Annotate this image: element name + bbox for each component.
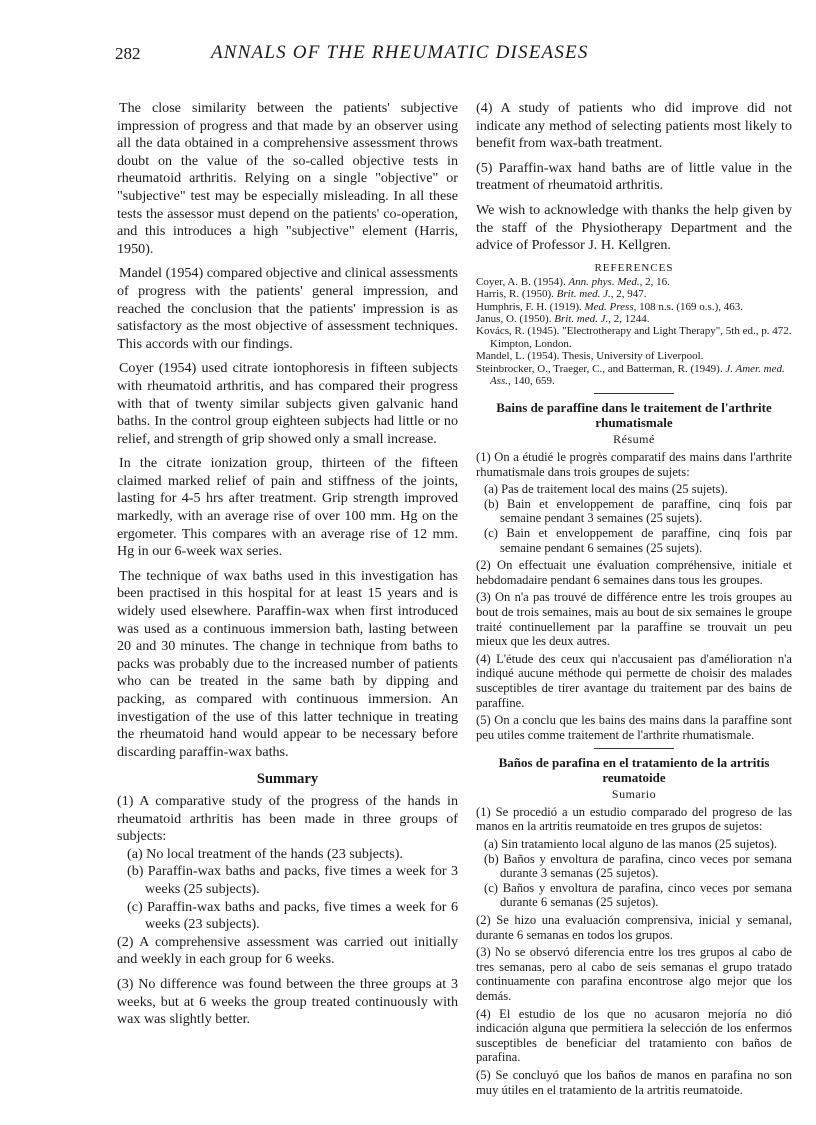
french-summary <box>476 400 792 742</box>
french-subitem: (c) Bain et enveloppement de paraffine, cinq fois par semaine pendant 6 semaines (25 sujets). <box>484 525 792 555</box>
summary-item: (1) A comparative study of the progress of the hands in rheumatoid arthritis has been made in three groups of subjects: <box>117 792 458 845</box>
reference-item: Kovács, R. (1945). "Electrotherapy and Light Therapy", 5th ed., p. 472. Kimpton, London. <box>476 325 792 350</box>
reference-item: Mandel, L. (1954). Thesis, University of Liverpool. <box>476 350 704 363</box>
summary-subitem: (c) Paraffin-wax baths and packs, five times a week for 6 weeks (23 subjects). <box>127 898 458 933</box>
journal-title: ANNALS OF THE RHEUMATIC DISEASES <box>211 42 589 63</box>
spanish-item: (3) No se observó diferencia entre los tres grupos al cabo de tres semanas, pero al cabo de seis semanas el grupo tratado continuamente con parafina encontrose algo mejor que los demás. <box>476 945 792 1003</box>
summary-item: (5) Paraffin-wax hand baths are of little value in the treatment of rheumatoid arthritis. <box>476 159 792 194</box>
spanish-item: (4) El estudio de los que no acusaron mejoría no dió indicación alguna que permitiera la selección de los enfermos susceptibles de beneficiar del tratamiento con baños de parafina. <box>476 1006 792 1065</box>
paragraph: The close similarity between the patients' subjective impression of progress and that made by an observer using all the data obtained in a comprehensive assessment throws doubt on the value of the so-called objective tests in rheumatoid arthritis. Relying on a single "objective" or "subjective" test may be especially misleading. In all these tests the assessor must depend on the patients' co-operation, and this introduces a high "subjective" element (Harris, 1950). <box>117 100 458 257</box>
paragraph: Coyer (1954) used citrate iontophoresis in fifteen subjects with rheumatoid arthritis, and has compared their progress with that of twenty similar subjects given galvanic hand baths. In the control group eighteen subjects had little or no relief, and strength of grip showed only a small increase. <box>117 360 458 447</box>
french-subitem: (b) Bain et enveloppement de paraffine, cinq fois par semaine pendant 3 semaines (25 sujets). <box>484 496 792 526</box>
reference-item: Steinbrocker, O., Traeger, C., and Batterman, R. (1949). J. Amer. med. Ass., 140, 659. <box>476 362 785 387</box>
french-item: (1) On a étudié le progrès comparatif des mains dans l'arthrite rhumatismale dans trois groupes de sujets: <box>476 450 792 479</box>
spanish-title: Baños de parafina en el tratamiento de la artritis reumatoide <box>498 755 770 786</box>
section-divider <box>594 748 674 749</box>
paragraph: Mandel (1954) compared objective and clinical assessments of progress with the patients' general impression, and reached the conclusion that the patients' impression is as satisfactory as the most objective of assessment techniques. This accords with our findings. <box>117 265 458 352</box>
page-number: 282 <box>115 44 141 63</box>
reference-item: Janus, O. (1950). Brit. med. J., 2, 1244. <box>476 312 650 325</box>
acknowledgement: We wish to acknowledge with thanks the help given by the staff of the Physiotherapy Department and the advice of Professor J. H. Kellgren. <box>476 201 792 254</box>
spanish-item: (1) Se procedió a un estudio comparado del progreso de las manos en la artritis reumatoide en tres grupos de sujetos: <box>476 804 792 834</box>
french-item: (5) On a conclu que les bains des mains dans la paraffine sont peu utiles comme traitement de l'arthrite rhumatismale. <box>476 713 792 742</box>
french-subtitle: Résumé <box>613 432 655 447</box>
spanish-subitem: (c) Baños y envoltura de parafina, cinco veces por semana durante 6 semanas (25 sujetos). <box>484 880 792 910</box>
spanish-item: (2) Se hizo una evaluación comprensiva, inicial y semanal, durante 6 semanas en todos los grupos. <box>476 913 792 942</box>
paragraph: In the citrate ionization group, thirteen of the fifteen claimed marked relief of pain and stiffness of the joints, lasting for 4-5 hrs after treatment. Grip strength improved markedly, with an average rise of over 100 mm. Hg on the ergometer. This compares with an average rise of 12 mm. Hg in our 6-week wax series. <box>117 455 458 560</box>
french-item: (3) On n'a pas trouvé de différence entre les trois groupes au bout de trois semaines, mais au bout de six semaines le groupe traité continuellement par la paraffine se trouvait un peu mieux que les deux autres. <box>476 590 792 649</box>
spanish-subitem: (b) Baños y envoltura de parafina, cinco veces por semana durante 3 semanas (25 sujetos). <box>484 851 792 881</box>
summary-item: (3) No difference was found between the three groups at 3 weeks, but at 6 weeks the group treated continuously with wax was slightly better. <box>117 975 458 1028</box>
french-subitem: (a) Pas de traitement local des mains (25 sujets). <box>484 482 728 497</box>
spanish-subtitle: Sumario <box>611 787 657 802</box>
reference-item: Harris, R. (1950). Brit. med. J., 2, 947. <box>476 288 647 301</box>
right-column <box>476 100 792 1100</box>
summary-item: (2) A comprehensive assessment was carried out initially and weekly in each group for 6 weeks. <box>117 933 458 968</box>
section-divider <box>594 393 674 394</box>
french-item: (2) On effectuait une évaluation compréhensive, initiale et hebdomadaire pendant 6 semaines dans tous les groupes. <box>476 558 792 587</box>
summary-subitem: (a) No local treatment of the hands (23 subjects). <box>127 845 403 862</box>
spanish-summary <box>476 755 792 1097</box>
summary-item: (4) A study of patients who did improve did not indicate any method of selecting patients most likely to benefit from wax-bath treatment. <box>476 100 792 152</box>
reference-item: Humphris, F. H. (1919). Med. Press, 108 n.s. (169 o.s.), 463. <box>476 300 743 313</box>
spanish-item: (5) Se concluyó que los baños de manos en parafina no son muy útiles en el tratamiento de la artritis reumatoide. <box>476 1067 792 1097</box>
left-column <box>117 100 458 1036</box>
references-list <box>476 276 792 388</box>
summary-subitem: (b) Paraffin-wax baths and packs, five times a week for 3 weeks (25 subjects). <box>127 863 458 897</box>
reference-item: Coyer, A. B. (1954). Ann. phys. Med., 2, 16. <box>476 275 670 288</box>
paragraph: The technique of wax baths used in this investigation has been practised in this hospital for at least 15 years and is widely used elsewhere. Paraffin-wax when first introduced was used as a continuous immersion bath, lasting between 20 and 30 minutes. The change in technique from baths to packs was probably due to the increased number of patients who can be treated in the same bath by dipping and packing, as compared with continuous immersion. An investigation of the use of this latter technique in treating the rheumatoid hand would appear to be necessary before discarding paraffin-wax baths. <box>117 567 458 760</box>
references-heading: REFERENCES <box>594 261 674 274</box>
summary-heading: Summary <box>256 771 319 788</box>
french-item: (4) L'étude des ceux qui n'accusaient pas d'amélioration n'a indiqué aucune méthode qui permette de choisir des malades susceptibles de tirer avantage du traitement par des bains de paraffine. <box>476 651 792 710</box>
french-title: Bains de paraffine dans le traitement de l'arthrite rhumatismale <box>496 400 772 431</box>
page-header <box>115 44 715 74</box>
spanish-subitem: (a) Sin tratamiento local alguno de las manos (25 sujetos). <box>484 837 778 852</box>
